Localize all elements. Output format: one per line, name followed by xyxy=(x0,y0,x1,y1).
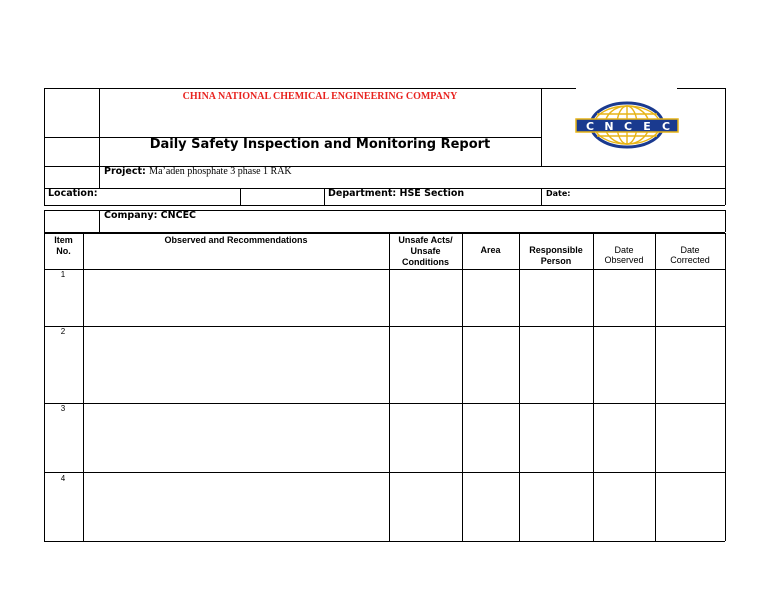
company-label: Company: CNCEC xyxy=(104,210,197,221)
table-rule-row3 xyxy=(44,472,725,473)
table-col-line xyxy=(519,233,520,541)
logo-letter: C xyxy=(623,120,633,133)
frame-right xyxy=(725,88,726,205)
logo-letter: C xyxy=(661,120,671,133)
company-divider xyxy=(99,210,100,232)
page-title: Daily Safety Inspection and Monitoring Report xyxy=(149,137,491,152)
table-col-line xyxy=(593,233,594,541)
table-rule-header xyxy=(44,269,725,270)
company-name: CHINA NATIONAL CHEMICAL ENGINEERING COMPANY xyxy=(182,91,458,102)
table-col-line xyxy=(389,233,390,541)
header-observed: Observed and Recommendations xyxy=(164,235,308,245)
table-col-line xyxy=(462,233,463,541)
table-col-line xyxy=(725,233,726,541)
header-divider-logo xyxy=(541,88,542,166)
table-rule-top xyxy=(44,233,725,234)
table-col-line xyxy=(44,233,45,541)
header-date-observed: Date Observed xyxy=(604,245,644,265)
row-number: 4 xyxy=(60,474,66,483)
row-number: 3 xyxy=(60,404,66,413)
department-label: Department: HSE Section xyxy=(328,188,465,199)
cncec-logo xyxy=(573,100,681,150)
table-rule-row2 xyxy=(44,403,725,404)
rule-location-bottom xyxy=(44,205,725,206)
location-divider-3 xyxy=(541,188,542,205)
location-divider-1 xyxy=(240,188,241,205)
row-number: 2 xyxy=(60,327,66,336)
logo-letter: N xyxy=(604,120,614,133)
frame-top-right xyxy=(677,88,725,89)
project-field xyxy=(104,166,292,177)
table-rule-bottom xyxy=(44,541,725,542)
logo-letter: C xyxy=(585,120,595,133)
company-left xyxy=(44,210,45,232)
location-divider-2 xyxy=(324,188,325,205)
location-label: Location: xyxy=(48,188,98,199)
row-number: 1 xyxy=(60,270,66,279)
table-rule-row1 xyxy=(44,326,725,327)
header-date-corrected: Date Corrected xyxy=(670,245,710,265)
header-item-no: Item No. xyxy=(54,235,73,256)
logo-letter: E xyxy=(643,120,651,133)
project-label: Project: xyxy=(104,166,146,177)
company-right xyxy=(725,210,726,232)
header-responsible: Responsible Person xyxy=(529,245,583,266)
header-area: Area xyxy=(480,245,501,255)
project-value: Ma’aden phosphate 3 phase 1 RAK xyxy=(149,166,292,177)
table-col-line xyxy=(83,233,84,541)
header-unsafe: Unsafe Acts/ Unsafe Conditions xyxy=(398,235,453,267)
date-label: Date: xyxy=(546,189,571,198)
frame-top-left xyxy=(44,88,576,89)
table-col-line xyxy=(655,233,656,541)
